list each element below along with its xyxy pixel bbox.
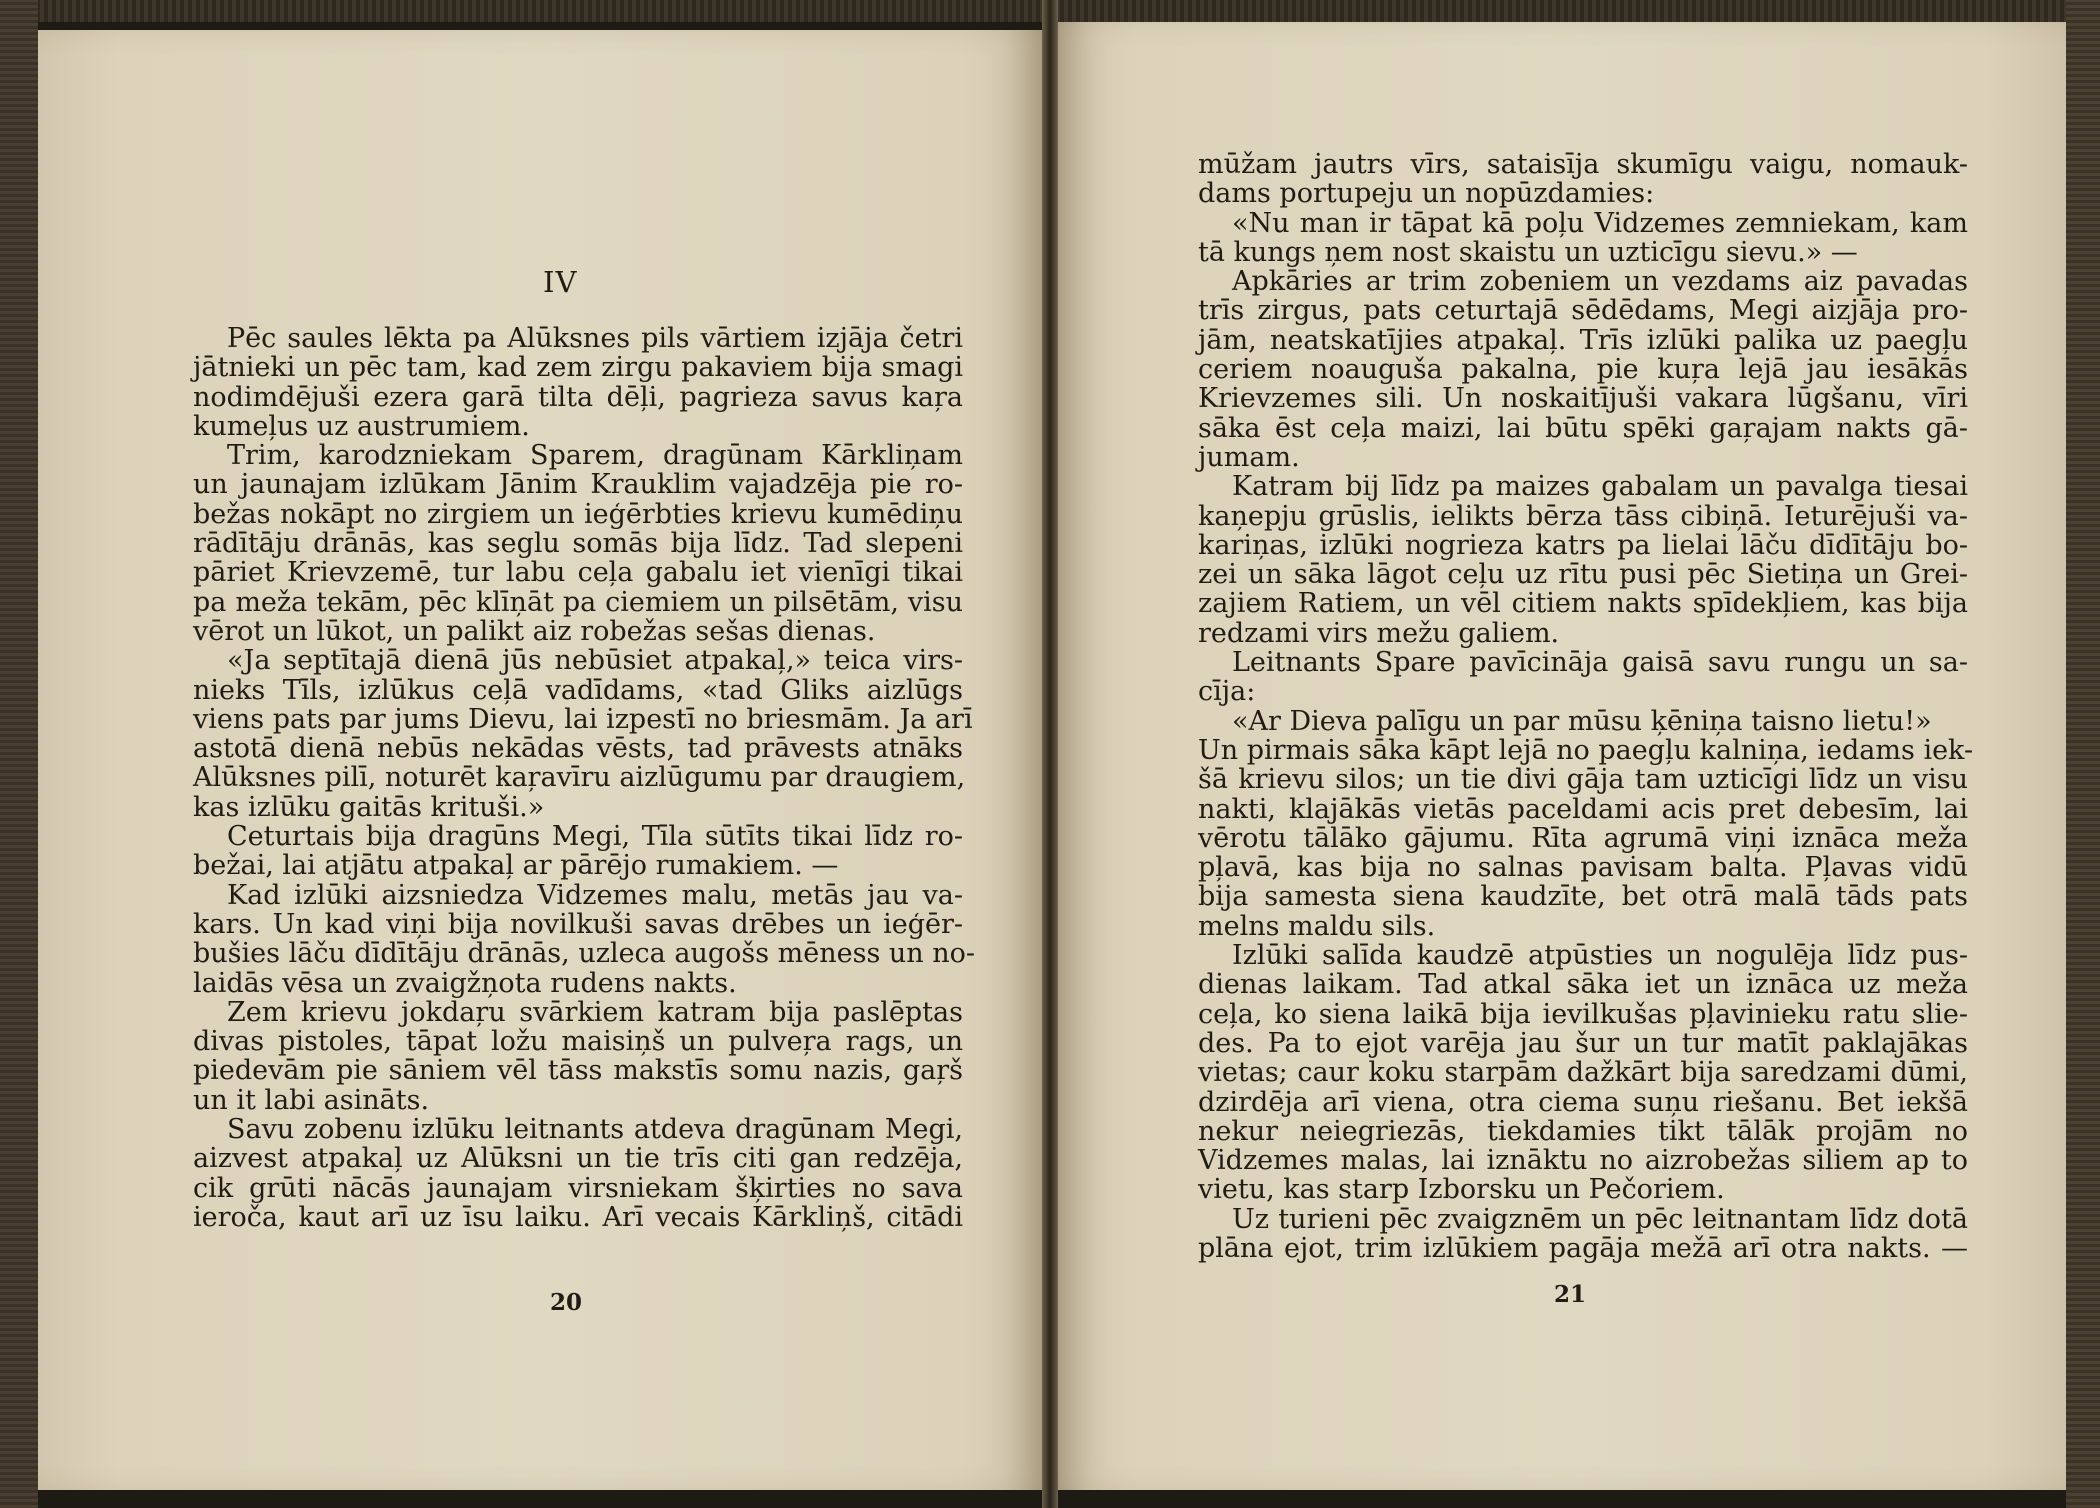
text-line: astotā dienā nebūs nekādas vēsts, tad prāvests atnāks [193,733,963,765]
text-line: kas izlūku gaitās krituši.» [193,791,545,823]
text-line: jumam. [1198,441,1300,473]
right-page [1058,22,2066,1490]
text-line: Un pirmais sāka kāpt lejā no paegļu kalniņa, iedams iek- [1198,734,1974,766]
book-spine [1042,0,1058,1508]
text-line: vērot un lūkot, un palikt aiz robežas sešas dienas. [193,615,876,647]
cover-edge-left [0,0,38,1508]
text-line: melns maldu sils. [1198,910,1436,942]
page-number: 20 [550,1289,583,1316]
text-line: ceriem noauguša pakalna, pie kuŗa lejā jau iesākās [1198,354,1968,386]
text-line: Leitnants Spare pavīcināja gaisā savu rungu un sa- [1232,647,1968,679]
text-line: pa meža tekām, pēc klīņāt pa ciemiem un pilsētām, visu [193,586,963,618]
text-line: Krievzemes sili. Un noskaitījuši vakara lūgšanu, vīri [1198,383,1968,415]
text-line: Uz turieni pēc zvaigznēm un pēc leitnantam līdz dotā [1232,1203,1968,1235]
text-line: Alūksnes pilī, noturēt kaŗavīru aizlūgumu par draugiem, [193,762,966,794]
text-line: vietas; caur koku starpām dažkārt bija saredzami dūmi, [1198,1057,1968,1089]
text-line: rādītāju drānās, kas seglu somās bija līdz. Tad slepeni [193,528,963,560]
text-line: trīs zirgus, pats ceturtajā sēdēdams, Megi aizjāja pro- [1198,295,1968,327]
right-page-text [1198,149,1974,1264]
text-line: bija samesta siena kaudzīte, bet otrā malā tāds pats [1198,881,1968,913]
text-line: kaņepju grūslis, ielikts bērza tāss cibiņā. Ieturējuši va- [1198,500,1968,532]
left-page [38,30,1042,1490]
text-line: cīja: [1198,676,1256,708]
text-line: kars. Un kad viņi bija novilkuši savas drēbes un ieģēr- [193,908,963,940]
cover-edge-right [2066,0,2100,1508]
text-line: ceļa, ko siena laikā bija ievilkušas pļavinieku ratu slie- [1198,998,1968,1030]
text-line: zajiem Ratiem, un vēl citiem nakts spīdekļiem, kas bija [1198,588,1968,620]
text-line: «Ar Dieva palīgu un par mūsu ķēniņa taisno lietu!» [1232,705,1932,737]
text-line: pāriet Krievzemē, tur labu ceļa gabalu iet vienīgi tikai [193,557,963,589]
text-line: bežai, lai atjātu atpakaļ ar pārējo rumakiem. — [193,850,839,882]
text-line: sāka ēst ceļa maizi, lai būtu spēki gaŗajam nakts gā- [1198,412,1968,444]
text-line: plāna ejot, trim izlūkiem pagāja mežā arī otra nakts. — [1198,1232,1968,1264]
chapter-heading: IV [543,265,578,299]
text-line: piedevām pie sāniem vēl tāss makstīs somu nazis, gaŗš [193,1055,963,1087]
text-line: Pēc saules lēkta pa Alūksnes pils vārtiem izjāja četri [227,323,963,354]
text-line: Zem krievu jokdaŗu svārkiem katram bija paslēptas [227,996,963,1028]
text-line: Savu zobenu izlūku leitnants atdeva dragūnam Megi, [227,1114,963,1146]
text-line: Apkāries ar trim zobeniem un vezdams aiz pavadas [1232,266,1968,298]
text-line: tā kungs ņem nost skaistu un uzticīgu sievu.» — [1198,236,1858,268]
text-line: Izlūki salīda kaudzē atpūsties un nogulēja līdz pus- [1232,940,1968,972]
text-line: un it labi asināts. [193,1084,430,1116]
text-line: šā krievu silos; un tie divi gāja tam uzticīgi līdz un visu [1198,764,1968,796]
text-line: pļavā, kas bija no salnas pavisam balta. Pļavas vidū [1198,852,1968,884]
page-number: 21 [1554,1281,1587,1308]
text-line: kumeļus uz austrumiem. [193,410,530,442]
text-line: Vidzemes malas, lai iznāktu no aizrobežas siliem ap to [1198,1145,1968,1177]
text-line: mūžam jautrs vīrs, sataisīja skumīgu vaigu, nomauk- [1198,149,1968,180]
text-line: «Ja septītajā dienā jūs nebūsiet atpakaļ,» teica virs- [227,645,963,677]
text-line: divas pistoles, tāpat ložu maisiņš un pulveŗa rags, un [193,1026,963,1058]
text-line: laidās vēsa un zvaigžņota rudens nakts. [193,967,737,999]
left-page-text [193,323,976,1233]
text-line: bušies lāču dīdītāju drānās, uzleca augošs mēness un no- [193,938,976,970]
text-line: kariņas, izlūki nogrieza katrs pa lielai lāču dīdītāju bo- [1198,529,1968,561]
text-line: «Nu man ir tāpat kā poļu Vidzemes zemniekam, kam [1232,207,1968,239]
text-line: dams portupeju un nopūzdamies: [1198,178,1655,210]
text-line: vietu, kas starp Izborsku un Pečoriem. [1198,1174,1725,1206]
text-line: jātnieki un pēc tam, kad zem zirgu pakaviem bija smagi [193,352,963,384]
text-line: Trim, karodzniekam Sparem, dragūnam Kārkliņam [227,440,963,472]
text-line: vērotu tālāko gājumu. Rīta agrumā viņi iznāca meža [1198,822,1968,854]
text-line: nieks Tīls, izlūkus ceļā vadīdams, «tad Gliks aizlūgs [193,674,963,706]
text-line: nakti, klajākās vietās paceldami acis pret debesīm, lai [1198,793,1968,825]
text-line: cik grūti nācās jaunajam virsniekam šķirties no sava [193,1172,963,1204]
text-line: jām, neatskatījies atpakaļ. Trīs izlūki palika uz paegļu [1198,324,1968,356]
text-line: bežas nokāpt no zirgiem un ieģērbties krievu kumēdiņu [193,498,963,530]
text-line: des. Pa to ejot varēja jau šur un tur matīt paklajākas [1198,1027,1968,1059]
text-line: ieroča, kaut arī uz īsu laiku. Arī vecais Kārkliņš, citādi [193,1201,963,1233]
text-line: Katram bij līdz pa maizes gabalam un pavalga tiesai [1232,471,1968,503]
text-line: nodimdējuši ezera garā tilta dēļi, pagrieza savus kaŗa [193,381,963,413]
text-line: zei un sāka lāgot ceļu uz rītu pusi pēc Sietiņa un Grei- [1198,559,1968,591]
text-line: dzirdēja arī viena, otra ciema suņu riešanu. Bet iekšā [1198,1086,1968,1118]
text-line: Kad izlūki aizsniedza Vidzemes malu, metās jau va- [227,879,963,911]
text-line: Ceturtais bija dragūns Megi, Tīla sūtīts tikai līdz ro- [227,821,963,853]
text-line: dienas laikam. Tad atkal sāka iet un iznāca uz meža [1198,969,1968,1001]
text-line: viens pats par jums Dievu, lai izpestī no briesmām. Ja arī [193,703,973,735]
text-line: un jaunajam izlūkam Jānim Krauklim vajadzēja pie ro- [193,469,963,501]
text-line: redzami virs mežu galiem. [1198,617,1560,649]
text-line: aizvest atpakaļ uz Alūksni un tie trīs citi gan redzēja, [193,1143,963,1175]
text-line: nekur neiegriezās, tiekdamies tikt tālāk projām no [1198,1115,1968,1147]
